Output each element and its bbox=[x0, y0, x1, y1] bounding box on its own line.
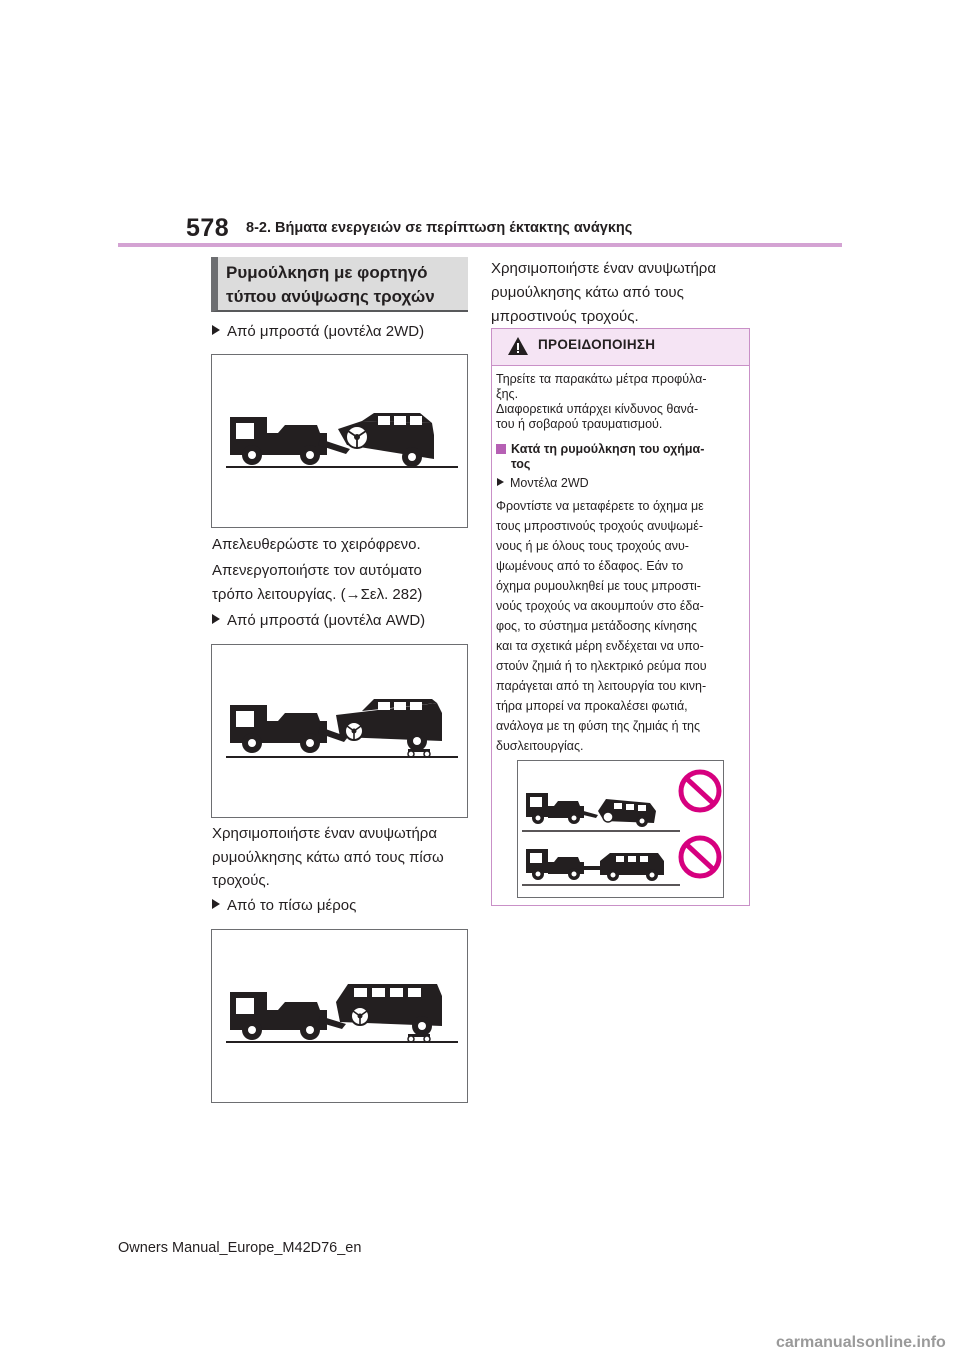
prohibited-tow-illustration bbox=[518, 761, 725, 899]
bullet-front-2wd-label: Από μπροστά (μοντέλα 2WD) bbox=[227, 323, 425, 340]
section-heading bbox=[211, 257, 468, 312]
header-rule bbox=[118, 243, 842, 247]
figure-prohibited-towing bbox=[517, 760, 724, 898]
warning-body-line2: τους μπροστινούς τροχούς ανυψωμέ- bbox=[496, 519, 703, 533]
steering-wheel-icon bbox=[351, 1007, 369, 1025]
bullet-front-awd bbox=[212, 611, 425, 631]
dolly-icon bbox=[408, 1034, 430, 1042]
triangle-bullet-icon bbox=[212, 614, 220, 624]
watermark: carmanualsonline.info bbox=[776, 1334, 946, 1351]
warning-body-line13: δυσλειτουργίας. bbox=[496, 739, 584, 753]
warning-subheading-line1 bbox=[496, 442, 704, 457]
warning-body-line1: Φροντίστε να μεταφέρετε το όχημα με bbox=[496, 499, 704, 513]
para-rear-lift-line3: τροχούς. bbox=[212, 872, 270, 889]
prohibition-icon bbox=[681, 838, 719, 876]
section-title-line1: Ρυμούλκηση με φορτηγό bbox=[226, 263, 428, 282]
figure-front-2wd bbox=[211, 354, 468, 528]
square-bullet-icon bbox=[496, 444, 506, 454]
warning-bullet-2wd bbox=[497, 476, 589, 490]
steering-wheel-icon bbox=[345, 722, 363, 740]
tow-illustration-front-awd bbox=[212, 645, 469, 819]
triangle-bullet-icon bbox=[212, 899, 220, 909]
prohibition-icon bbox=[681, 772, 719, 810]
tow-illustration-rear bbox=[212, 930, 469, 1104]
warning-intro-line4: του ή σοβαρού τραυματισμού. bbox=[496, 417, 663, 431]
warning-body-line9: στούν ζημιά ή το ηλεκτρικό ρεύμα που bbox=[496, 659, 707, 673]
bullet-rear-label: Από το πίσω μέρος bbox=[227, 897, 357, 914]
warning-body-line6: νούς τροχούς να ακουμπούν στο έδα- bbox=[496, 599, 704, 613]
page-number: 578 bbox=[186, 214, 230, 242]
warning-body-line3: νους ή με όλους τους τροχούς ανυ- bbox=[496, 539, 689, 553]
warning-intro-line3: Διαφορετικά υπάρχει κίνδυνος θανά- bbox=[496, 402, 699, 416]
warning-triangle-icon bbox=[507, 336, 529, 356]
para-disable-auto-line1: Απενεργοποιήστε τον αυτόματο bbox=[212, 562, 422, 579]
tow-illustration-front-2wd bbox=[212, 355, 469, 529]
figure-front-awd bbox=[211, 644, 468, 818]
para-rear-lift-line2: ρυμούλκησης κάτω από τους πίσω bbox=[212, 849, 444, 866]
warning-body-line12: ανάλογα με τη φύση της ζημιάς ή της bbox=[496, 719, 701, 733]
intro-line1: Χρησιμοποιήστε έναν ανυψωτήρα bbox=[491, 260, 716, 277]
section-title-line2: τύπου ανύψωσης τροχών bbox=[226, 287, 435, 306]
intro-line2: ρυμούλκησης κάτω από τους bbox=[491, 284, 684, 301]
bullet-front-2wd bbox=[212, 322, 424, 342]
bullet-front-awd-label: Από μπροστά (μοντέλα AWD) bbox=[227, 612, 426, 629]
intro-line3: μπροστινούς τροχούς. bbox=[491, 308, 639, 325]
warning-subheading-line2: τος bbox=[511, 457, 531, 471]
warning-body-line11: τήρα μπορεί να προκαλέσει φωτιά, bbox=[496, 699, 688, 713]
warning-body-line7: φος, το σύστημα μετάδοσης κίνησης bbox=[496, 619, 698, 633]
warning-body-line8: και τα σχετικά μέρη ενδέχεται να υπο- bbox=[496, 639, 704, 653]
warning-subheading-text: Κατά τη ρυμούλκηση του οχήμα- bbox=[511, 442, 705, 456]
bullet-rear bbox=[212, 896, 356, 916]
steering-wheel-icon bbox=[346, 426, 368, 448]
para-disable-auto-line2: τρόπο λειτουργίας. (→Σελ. 282) bbox=[212, 586, 423, 603]
para-release-brake: Απελευθερώστε το χειρόφρενο. bbox=[212, 536, 421, 553]
warning-intro-line2: ξης. bbox=[496, 387, 519, 401]
steering-wheel-icon bbox=[603, 812, 613, 822]
footer-manual-id: Owners Manual_Europe_M42D76_en bbox=[118, 1240, 362, 1256]
chapter-title: 8-2. Βήματα ενεργειών σε περίπτωση έκτακτης ανάγκης bbox=[246, 220, 633, 236]
triangle-bullet-icon bbox=[497, 478, 504, 486]
warning-body-line4: ψωμένους από το έδαφος. Εάν το bbox=[496, 559, 684, 573]
dolly-icon bbox=[408, 749, 430, 757]
warning-intro-line1: Τηρείτε τα παρακάτω μέτρα προφύλα- bbox=[496, 372, 707, 386]
warning-title: ΠΡΟΕΙΔΟΠΟΙΗΣΗ bbox=[538, 337, 656, 352]
warning-body-line10: παράγεται από τη λειτουργία του κινη- bbox=[496, 679, 707, 693]
triangle-bullet-icon bbox=[212, 325, 220, 335]
figure-rear bbox=[211, 929, 468, 1103]
para-rear-lift-line1: Χρησιμοποιήστε έναν ανυψωτήρα bbox=[212, 825, 437, 842]
warning-body-line5: όχημα ρυμουλκηθεί με τους μπροστι- bbox=[496, 579, 701, 593]
warning-bullet-label: Μοντέλα 2WD bbox=[510, 476, 589, 490]
